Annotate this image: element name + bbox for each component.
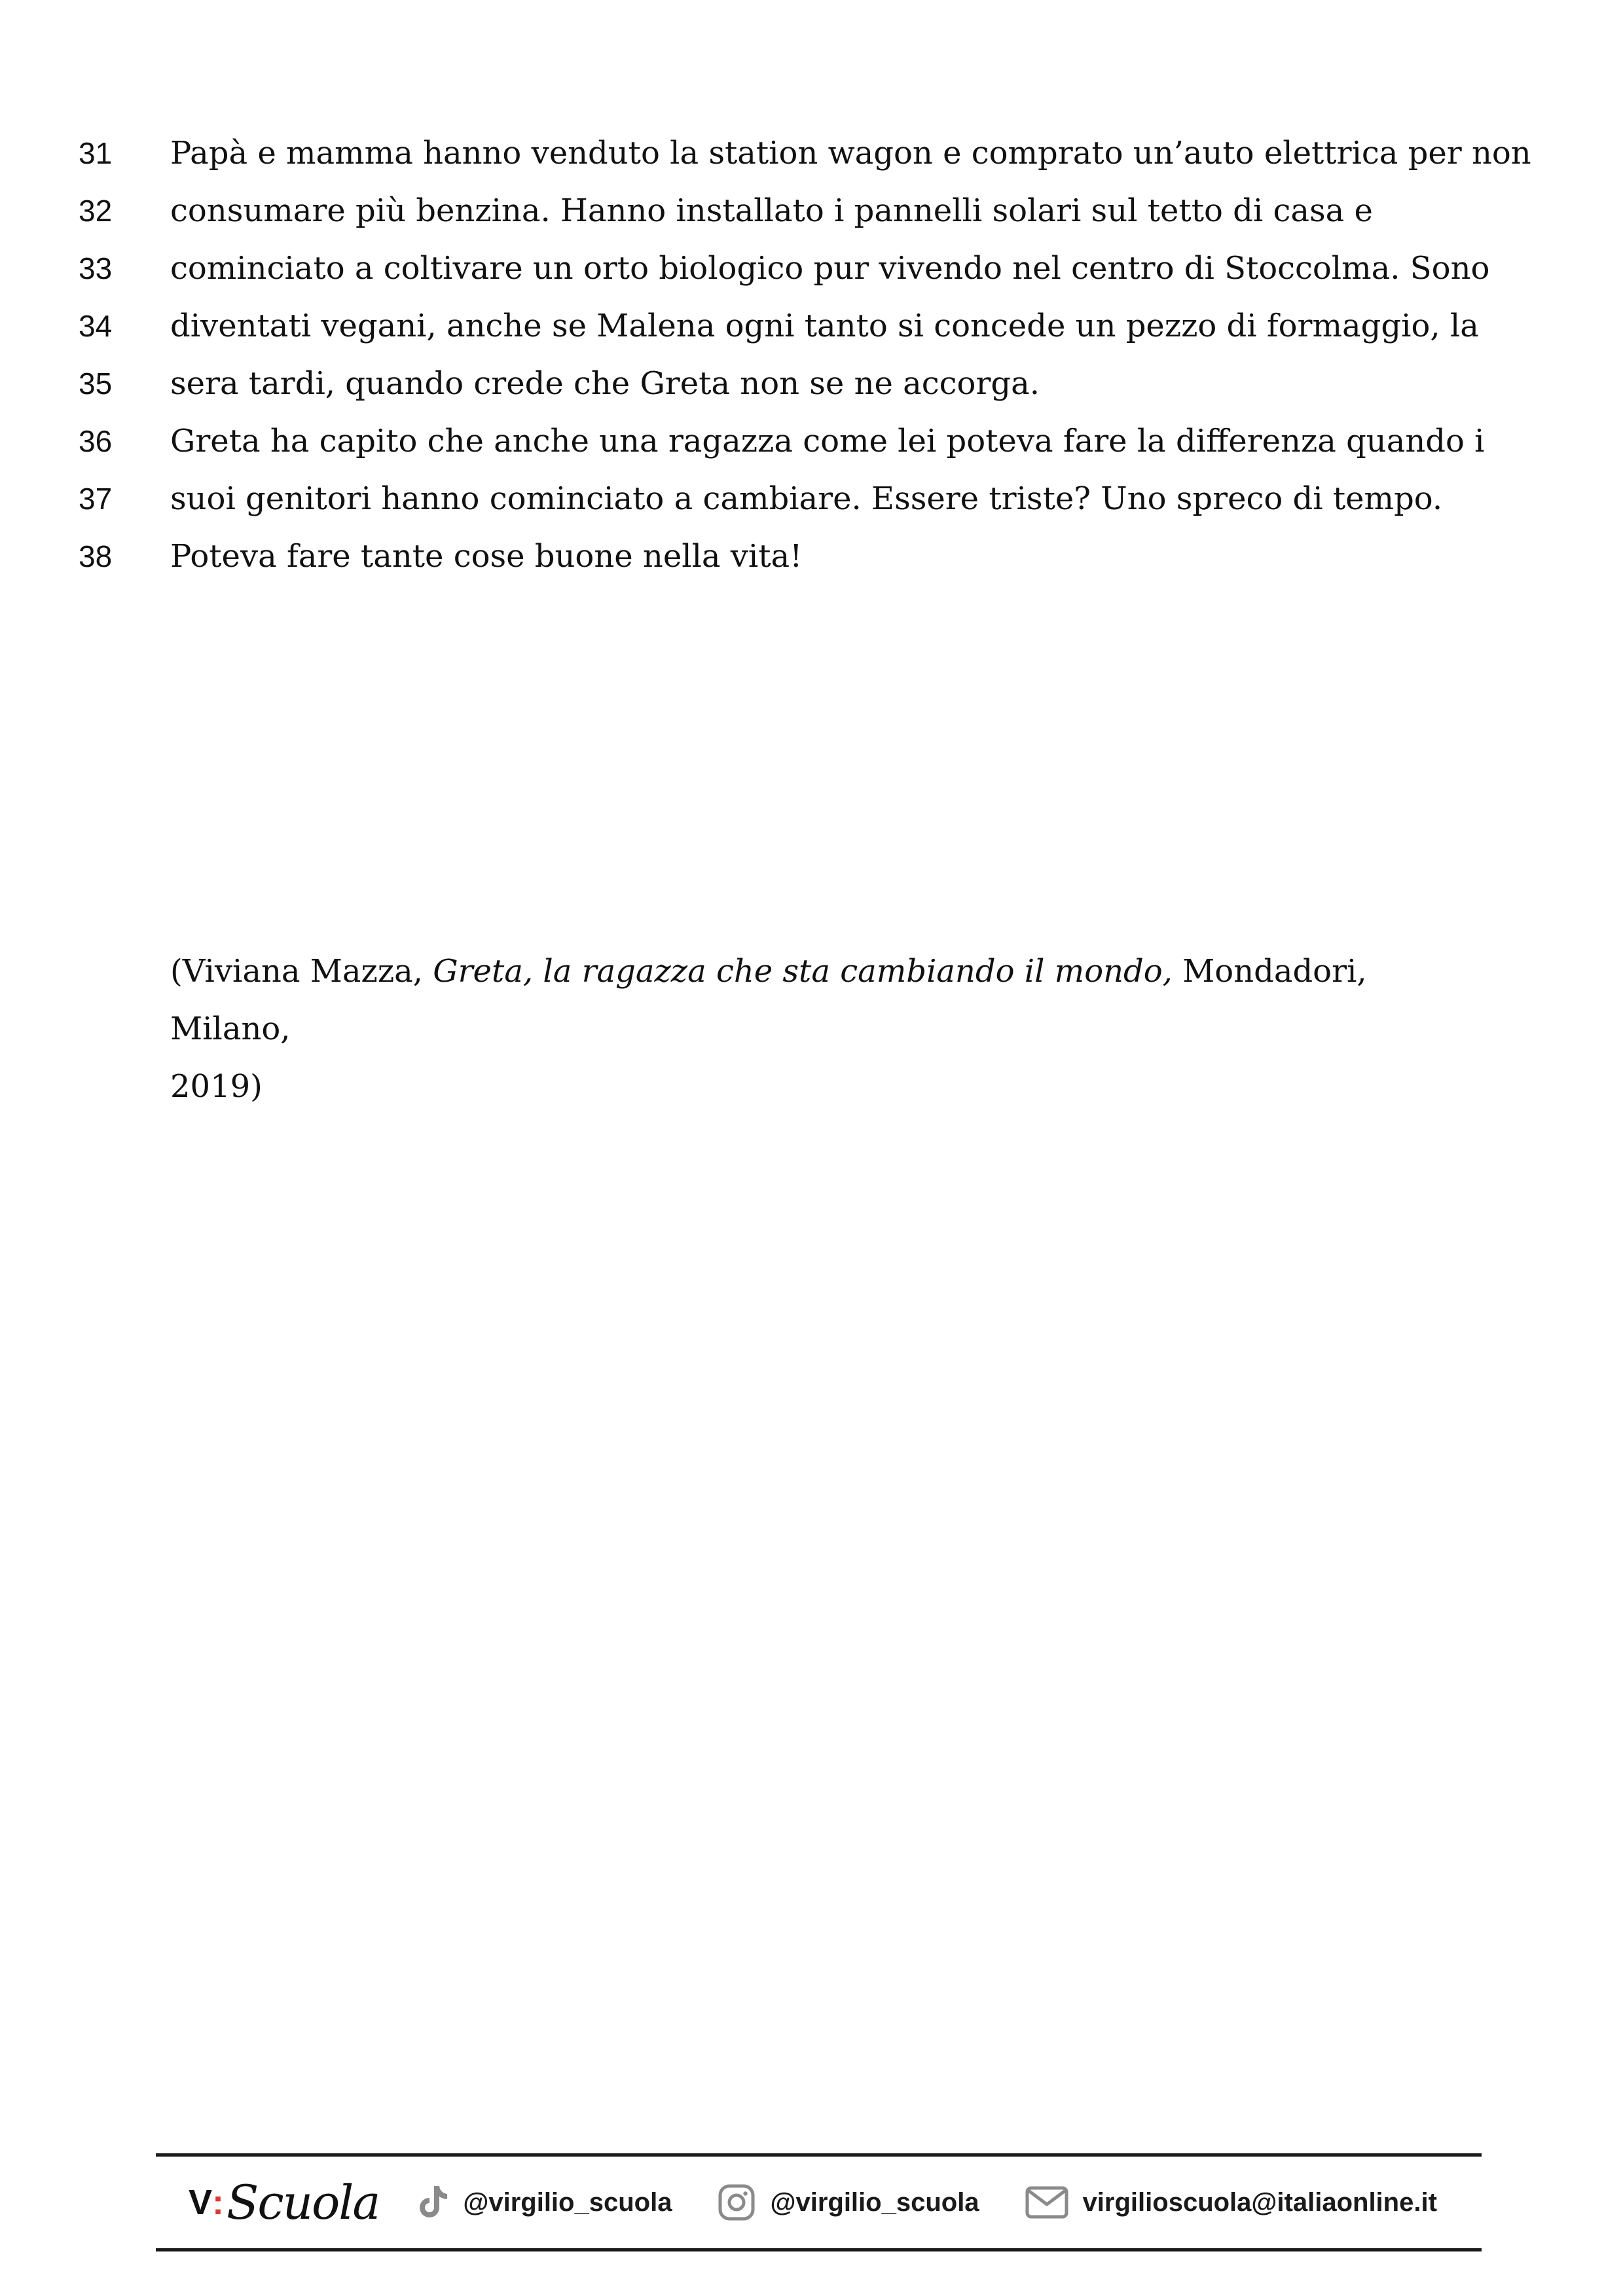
line-number: 36: [79, 424, 113, 458]
line-number: 34: [79, 309, 113, 343]
line-number: 32: [79, 194, 113, 228]
line-number: 33: [79, 251, 113, 285]
line-number: 38: [79, 539, 113, 573]
email-link[interactable]: [1025, 2186, 1437, 2219]
line-number: 37: [79, 482, 113, 516]
logo-v: V: [189, 2183, 213, 2222]
mail-icon: [1025, 2186, 1068, 2219]
text-line: [79, 470, 1545, 528]
line-number: 35: [79, 367, 113, 401]
text-line: [79, 240, 1545, 297]
tiktok-handle: @virgilio_scuola: [463, 2187, 672, 2217]
text-line: [79, 297, 1545, 355]
line-text: suoi genitori hanno cominciato a cambiare. Essere triste? Uno spreco di tempo.: [170, 480, 1443, 517]
line-text: Greta ha capito che anche una ragazza come lei poteva fare la differenza quando i: [170, 423, 1485, 459]
vscuola-logo: [189, 2175, 379, 2230]
text-line: [79, 412, 1545, 470]
text-line: [79, 182, 1545, 240]
numbered-text: [79, 124, 1545, 585]
text-line: [79, 528, 1545, 585]
line-text: consumare più benzina. Hanno installato i pannelli solari sul tetto di casa e: [170, 192, 1373, 229]
instagram-handle: @virgilio_scuola: [770, 2187, 979, 2217]
text-line: [79, 355, 1545, 412]
footer: [156, 2153, 1482, 2251]
citation-title: Greta, la ragazza che sta cambiando il mondo,: [433, 953, 1173, 990]
citation-line-1: [170, 942, 1480, 1058]
citation: [170, 942, 1480, 1115]
instagram-link[interactable]: [718, 2183, 979, 2221]
line-text: sera tardi, quando crede che Greta non se ne accorga.: [170, 365, 1040, 402]
email-address: virgilioscuola@italiaonline.it: [1082, 2187, 1437, 2217]
citation-publisher: Mondadori, Milano,: [170, 953, 1367, 1047]
tiktok-link[interactable]: [418, 2185, 672, 2220]
instagram-icon: [718, 2183, 756, 2221]
line-text: Poteva fare tante cose buone nella vita!: [170, 538, 803, 575]
citation-year: 2019): [170, 1068, 263, 1105]
line-text: cominciato a coltivare un orto biologico pur vivendo nel centro di Stoccolma. Sono: [170, 250, 1490, 287]
line-text: Papà e mamma hanno venduto la station wagon e comprato un’auto elettrica per non: [170, 135, 1531, 171]
text-line: [79, 124, 1545, 182]
logo-colon: :: [212, 2183, 225, 2222]
line-number: 31: [79, 136, 113, 170]
line-text: diventati vegani, anche se Malena ogni tanto si concede un pezzo di formaggio, la: [170, 308, 1479, 344]
tiktok-icon: [418, 2185, 448, 2220]
logo-script: Scuola: [227, 2175, 380, 2230]
citation-author: (Viviana Mazza,: [170, 953, 433, 990]
